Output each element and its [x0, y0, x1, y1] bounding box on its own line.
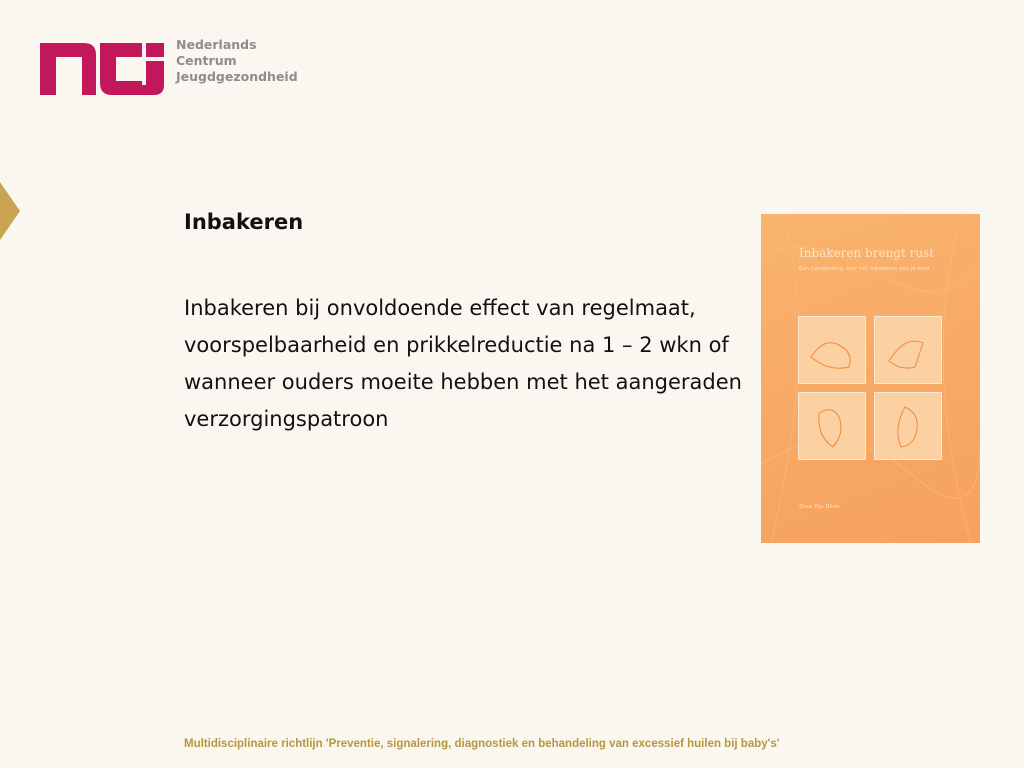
slide-footer: Multidisciplinaire richtlijn 'Preventie, signalering, diagnostiek en behandeling van excessief huilen bij baby's' [184, 738, 780, 750]
slide-title: Inbakeren [184, 210, 304, 234]
logo-line-1: Nederlands [176, 37, 257, 52]
book-illustration-panel-3 [798, 392, 866, 460]
logo-line-2: Centrum [176, 53, 237, 68]
swaddle-sketch-icon [799, 317, 865, 383]
book-title: Inbakeren brengt rust [799, 246, 935, 260]
book-illustration-panel-2 [874, 316, 942, 384]
swaddle-sketch-icon [799, 393, 865, 459]
slide-body-text: Inbakeren bij onvoldoende effect van regelmaat, voorspelbaarheid en prikkelreductie na 1 – 2 wkn of wanneer ouders moeite hebben met het aangeraden verzorgingspatroon [184, 296, 742, 431]
logo-wordmark [176, 37, 298, 85]
book-cover-image [761, 214, 980, 543]
logo-line-3: Jeugdgezondheid [176, 69, 298, 84]
book-subtitle: Een handleiding voor het inbakeren van je kind [799, 266, 930, 272]
book-cover-texture [761, 214, 980, 543]
ncj-logo-mark [38, 37, 168, 97]
book-illustration-panel-4 [874, 392, 942, 460]
slide-arrow-marker [0, 182, 20, 240]
ncj-logo [38, 37, 298, 99]
book-author: Door Ria Blom [799, 504, 840, 510]
swaddle-sketch-icon [875, 393, 941, 459]
book-illustration-panel-1 [798, 316, 866, 384]
swaddle-sketch-icon [875, 317, 941, 383]
